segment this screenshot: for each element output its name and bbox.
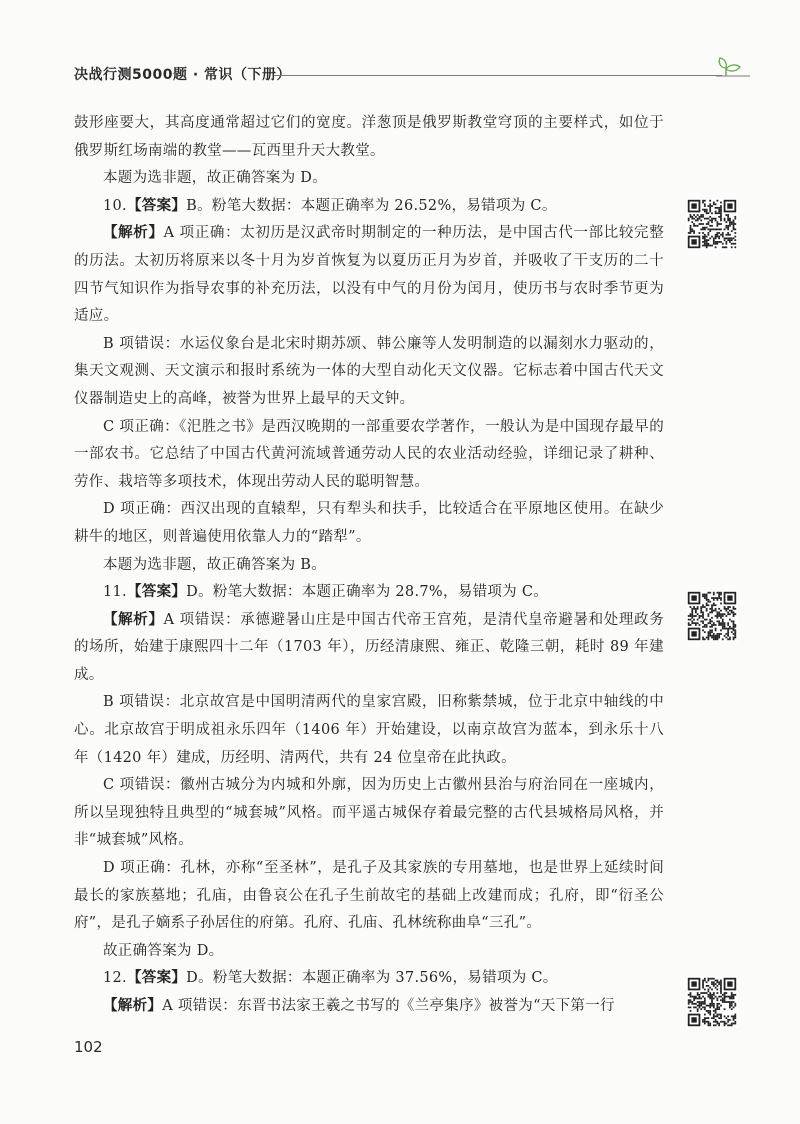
paragraph-text: B 项错误：北京故宫是中国明清两代的皇家宫殿，旧称紫禁城，位于北京中轴线的中心。北京故宫于明成祖永乐四年（1406 年）开始建设，以南京故宫为蓝本，到永乐十八年（1420 年）建成，历经明、清两代，共有 24 位皇帝在此执政。	[74, 694, 664, 766]
paragraph-text: D。粉笔大数据：本题正确率为 28.7%，易错项为 C。	[186, 584, 549, 601]
qr-code-question-11[interactable]	[686, 590, 738, 642]
qr-code-question-12[interactable]	[686, 976, 738, 1028]
section-tag: 【解析】	[103, 611, 164, 628]
paragraph-text: B。粉笔大数据：本题正确率为 26.52%，易错项为 C。	[186, 197, 557, 214]
section-tag: 【答案】	[126, 197, 187, 214]
paragraph	[74, 165, 664, 193]
paragraph-text: 12.	[103, 970, 127, 987]
paragraph-text: 11.	[103, 584, 127, 601]
sprout-icon	[716, 54, 750, 80]
header-title: 决战行测5000题 · 常识（下册）	[74, 67, 292, 83]
paragraph-text: 10.	[103, 197, 127, 214]
paragraph-text: A 项错误：承德避暑山庄是中国古代帝王宫苑，是清代皇帝避暑和处理政务的场所，始建于康熙四十二年（1703 年），历经清康熙、雍正、乾隆三朝，耗时 89 年建成。	[74, 611, 664, 683]
paragraph-text: B 项错误：水运仪象台是北宋时期苏颂、韩公廉等人发明制造的以漏刻水力驱动的，集天文观测、天文演示和报时系统为一体的大型自动化天文仪器。它标志着中国古代天文仪器制造史上的高峰，被誉为世界上最早的天文钟。	[74, 335, 664, 407]
paragraph	[74, 772, 664, 855]
qr-code-question-10[interactable]	[686, 198, 738, 250]
paragraph-text: A 项正确：太初历是汉武帝时期制定的一种历法，是中国古代一部比较完整的历法。太初历将原来以冬十月为岁首恢复为以夏历正月为岁首，并吸收了干支历的二十四节气知识作为指导农事的补充历法，以没有中气的月份为闰月，使历书与农时季节更为适应。	[74, 225, 664, 325]
qr-code-icon	[686, 590, 738, 642]
paragraph-text: 鼓形座要大，其高度通常超过它们的宽度。洋葱顶是俄罗斯教堂穹顶的主要样式，如位于俄罗斯红场南端的教堂——瓦西里升天大教堂。	[74, 115, 664, 159]
paragraph-text: D 项正确：西汉出现的直辕犁，只有犁头和扶手，比较适合在平原地区使用。在缺少耕牛的地区，则普遍使用依靠人力的“踏犁”。	[74, 501, 664, 545]
header-rule	[274, 75, 722, 76]
paragraph	[74, 331, 664, 414]
paragraph-text: D 项正确：孔林，亦称“至圣林”，是孔子及其家族的专用墓地，也是世界上延续时间最长的家族墓地；孔庙，由鲁哀公在孔子生前故宅的基础上改建而成；孔府，即“衍圣公府”，是孔子嫡系子孙居住的府第。孔府、孔庙、孔林统称曲阜“三孔”。	[74, 860, 664, 932]
paragraph	[74, 993, 664, 1021]
paragraph-text: C 项正确：《汜胜之书》是西汉晚期的一部重要农学著作，一般认为是中国现存最早的一部农书。它总结了中国古代黄河流域普通劳动人民的农业活动经验，详细记录了耕种、劳作、栽培等多项技术，体现出劳动人民的聪明智慧。	[74, 418, 664, 490]
paragraph	[74, 110, 664, 165]
page-header	[74, 64, 750, 88]
paragraph	[74, 193, 664, 221]
qr-code-icon	[686, 198, 738, 250]
paragraph	[74, 220, 664, 330]
paragraph-text: A 项错误：东晋书法家王羲之书写的《兰亭集序》被誉为“天下第一行	[162, 998, 615, 1014]
section-tag: 【解析】	[103, 225, 164, 242]
paragraph	[74, 607, 664, 690]
paragraph	[74, 496, 664, 551]
paragraph	[74, 414, 664, 497]
paragraph	[74, 938, 664, 966]
section-tag: 【解析】	[103, 998, 163, 1014]
paragraph	[74, 965, 664, 993]
paragraph-text: 本题为选非题，故正确答案为 B。	[103, 556, 327, 573]
paragraph	[74, 579, 664, 607]
qr-code-icon	[686, 976, 738, 1028]
paragraph-text: D。粉笔大数据：本题正确率为 37.56%，易错项为 C。	[186, 970, 558, 987]
paragraph	[74, 689, 664, 772]
section-tag: 【答案】	[126, 584, 187, 601]
paragraph-text: 本题为选非题，故正确答案为 D。	[103, 170, 328, 187]
paragraph	[74, 552, 664, 580]
section-tag: 【答案】	[126, 970, 187, 987]
answer-explanation-text	[74, 110, 664, 1021]
page-number: 102	[74, 1038, 103, 1056]
paragraph	[74, 855, 664, 938]
paragraph-text: 故正确答案为 D。	[103, 942, 224, 959]
paragraph-text: C 项错误：徽州古城分为内城和外廓，因为历史上古徽州县治与府治同在一座城内，所以呈现独特且典型的“城套城”风格。而平遥古城保存着最完整的古代县城格局风格，并非“城套城”风格。	[74, 777, 664, 849]
